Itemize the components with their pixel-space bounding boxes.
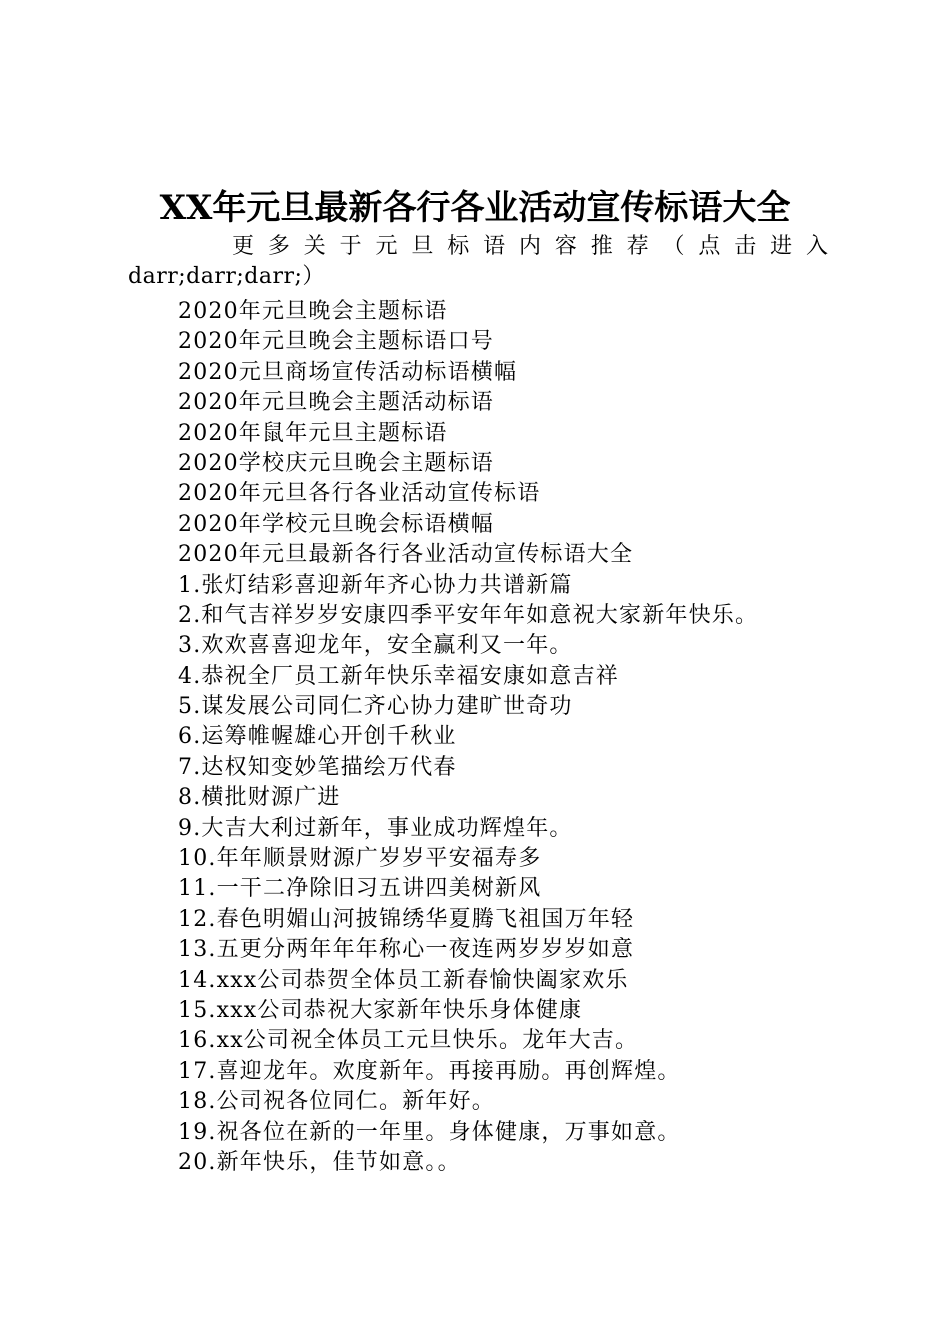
- slogan-item: 6.运筹帷幄雄心开创千秋业: [178, 724, 457, 750]
- document-title: XX年元旦最新各行各业活动宣传标语大全: [159, 188, 791, 228]
- slogan-item: 13.五更分两年年年称心一夜连两岁岁岁如意: [178, 937, 635, 963]
- slogan-item: 10.年年顺景财源广岁岁平安福寿多: [178, 846, 542, 872]
- intro-line-2: darr;darr;darr;）: [128, 264, 325, 289]
- slogan-item: 1.张灯结彩喜迎新年齐心协力共谱新篇: [178, 572, 573, 598]
- related-link-item[interactable]: 2020年鼠年元旦主题标语: [178, 420, 448, 446]
- slogan-item: 17.喜迎龙年。欢度新年。再接再励。再创辉煌。: [178, 1058, 681, 1084]
- slogan-item: 2.和气吉祥岁岁安康四季平安年年如意祝大家新年快乐。: [178, 602, 759, 628]
- related-link-item[interactable]: 2020学校庆元旦晚会主题标语: [178, 450, 494, 476]
- related-link-item[interactable]: 2020年元旦晚会主题活动标语: [178, 390, 494, 416]
- intro-paragraph: [128, 232, 830, 292]
- related-link-item[interactable]: 2020年学校元旦晚会标语横幅: [178, 511, 494, 537]
- slogan-item: 9.大吉大利过新年，事业成功辉煌年。: [178, 815, 573, 841]
- content-list: [178, 297, 898, 1178]
- slogan-item: 3.欢欢喜喜迎龙年，安全赢利又一年。: [178, 633, 573, 659]
- related-link-item[interactable]: 2020年元旦晚会主题标语: [178, 299, 448, 324]
- slogan-item: 7.达权知变妙笔描绘万代春: [178, 754, 457, 780]
- slogan-item: 12.春色明媚山河披锦绣华夏腾飞祖国万年轻: [178, 906, 635, 932]
- related-link-item[interactable]: 2020年元旦各行各业活动宣传标语: [178, 481, 541, 507]
- slogan-item: 15.xxx公司恭祝大家新年快乐身体健康: [178, 997, 583, 1023]
- slogan-item: 14.xxx公司恭贺全体员工新春愉快阖家欢乐: [178, 967, 629, 993]
- related-link-item[interactable]: 2020年元旦晚会主题标语口号: [178, 329, 494, 355]
- slogan-item: 5.谋发展公司同仁齐心协力建旷世奇功: [178, 694, 573, 720]
- slogan-item: 18.公司祝各位同仁。新年好。: [178, 1089, 495, 1115]
- slogan-item: 4.恭祝全厂员工新年快乐幸福安康如意吉祥: [178, 663, 619, 689]
- slogan-item: 19.祝各位在新的一年里。身体健康，万事如意。: [178, 1119, 681, 1145]
- slogan-item: 20.新年快乐，佳节如意。。: [178, 1149, 461, 1175]
- related-link-item[interactable]: 2020年元旦最新各行各业活动宣传标语大全: [178, 542, 634, 568]
- slogan-item: 16.xx公司祝全体员工元旦快乐。龙年大吉。: [178, 1028, 639, 1054]
- slogan-item: 11.一干二净除旧习五讲四美树新风: [178, 876, 542, 902]
- related-link-item[interactable]: 2020元旦商场宣传活动标语横幅: [178, 359, 518, 385]
- slogan-item: 8.横批财源广进: [178, 785, 341, 811]
- intro-line-1: 更多关于元旦标语内容推荐（点击进入: [232, 234, 830, 259]
